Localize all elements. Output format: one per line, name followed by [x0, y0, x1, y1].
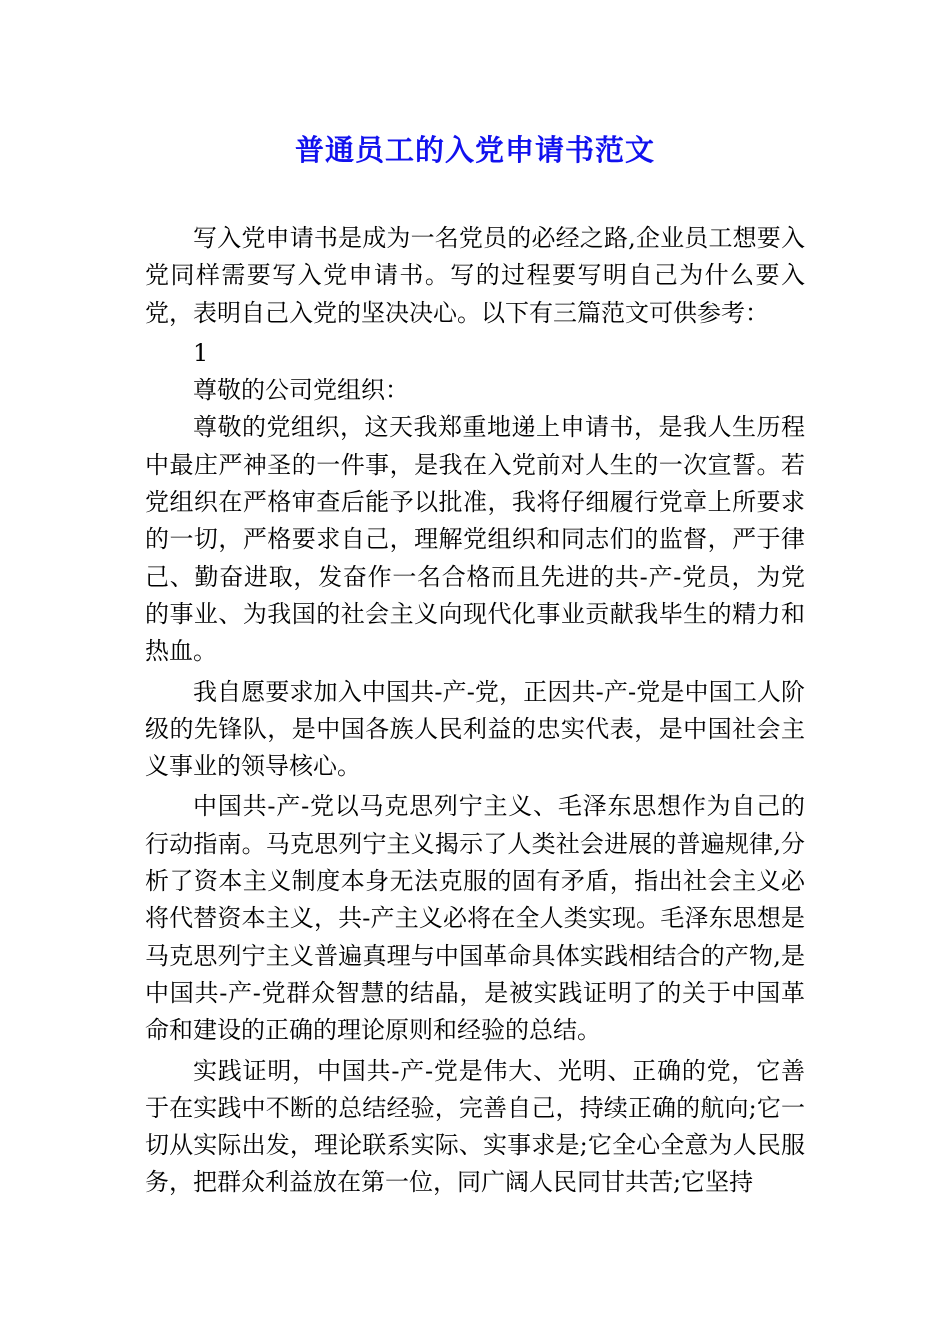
body-paragraph-4: 实践证明，中国共-产-党是伟大、光明、正确的党，它善于在实践中不断的总结经验，完善自己，持续正确的航向;它一切从实际出发，理论联系实际、实事求是;它全心全意为人民服务，把群众利益放在第一位，同广阔人民同甘共苦;它坚持: [145, 1056, 805, 1197]
document-body: [145, 220, 805, 1202]
sample-number: 1: [193, 338, 209, 367]
document-title: 普通员工的入党申请书范文: [294, 133, 655, 167]
body-paragraph-2: 我自愿要求加入中国共-产-党，正因共-产-党是中国工人阶级的先锋队，是中国各族人民利益的忠实代表，是中国社会主义事业的领导核心。: [145, 677, 805, 781]
intro-paragraph: 写入党申请书是成为一名党员的必经之路,企业员工想要入党同样需要写入党申请书。写的过程要写明自己为什么要入党，表明自己入党的坚决决心。以下有三篇范文可供参考：: [145, 224, 805, 327]
salutation: 尊敬的公司党组织：: [193, 376, 409, 405]
body-paragraph-3: 中国共-产-党以马克思列宁主义、毛泽东思想作为自己的行动指南。马克思列宁主义揭示了人类社会进展的普遍规律,分析了资本主义制度本身无法克服的固有矛盾，指出社会主义必将代替资本主义，共-产主义必将在全人类实现。毛泽东思想是马克思列宁主义普遍真理与中国革命具体实践相结合的产物,是中国共-产-党群众智慧的结晶，是被实践证明了的关于中国革命和建设的正确的理论原则和经验的总结。: [145, 792, 805, 1045]
body-paragraph-1: 尊敬的党组织，这天我郑重地递上申请书，是我人生历程中最庄严神圣的一件事，是我在入党前对人生的一次宣誓。若党组织在严格审查后能予以批准，我将仔细履行党章上所要求的一切，严格要求自己，理解党组织和同志们的监督，严于律己、勤奋进取，发奋作一名合格而且先进的共-产-党员，为党的事业、为我国的社会主义向现代化事业贡献我毕生的精力和热血。: [145, 413, 805, 666]
